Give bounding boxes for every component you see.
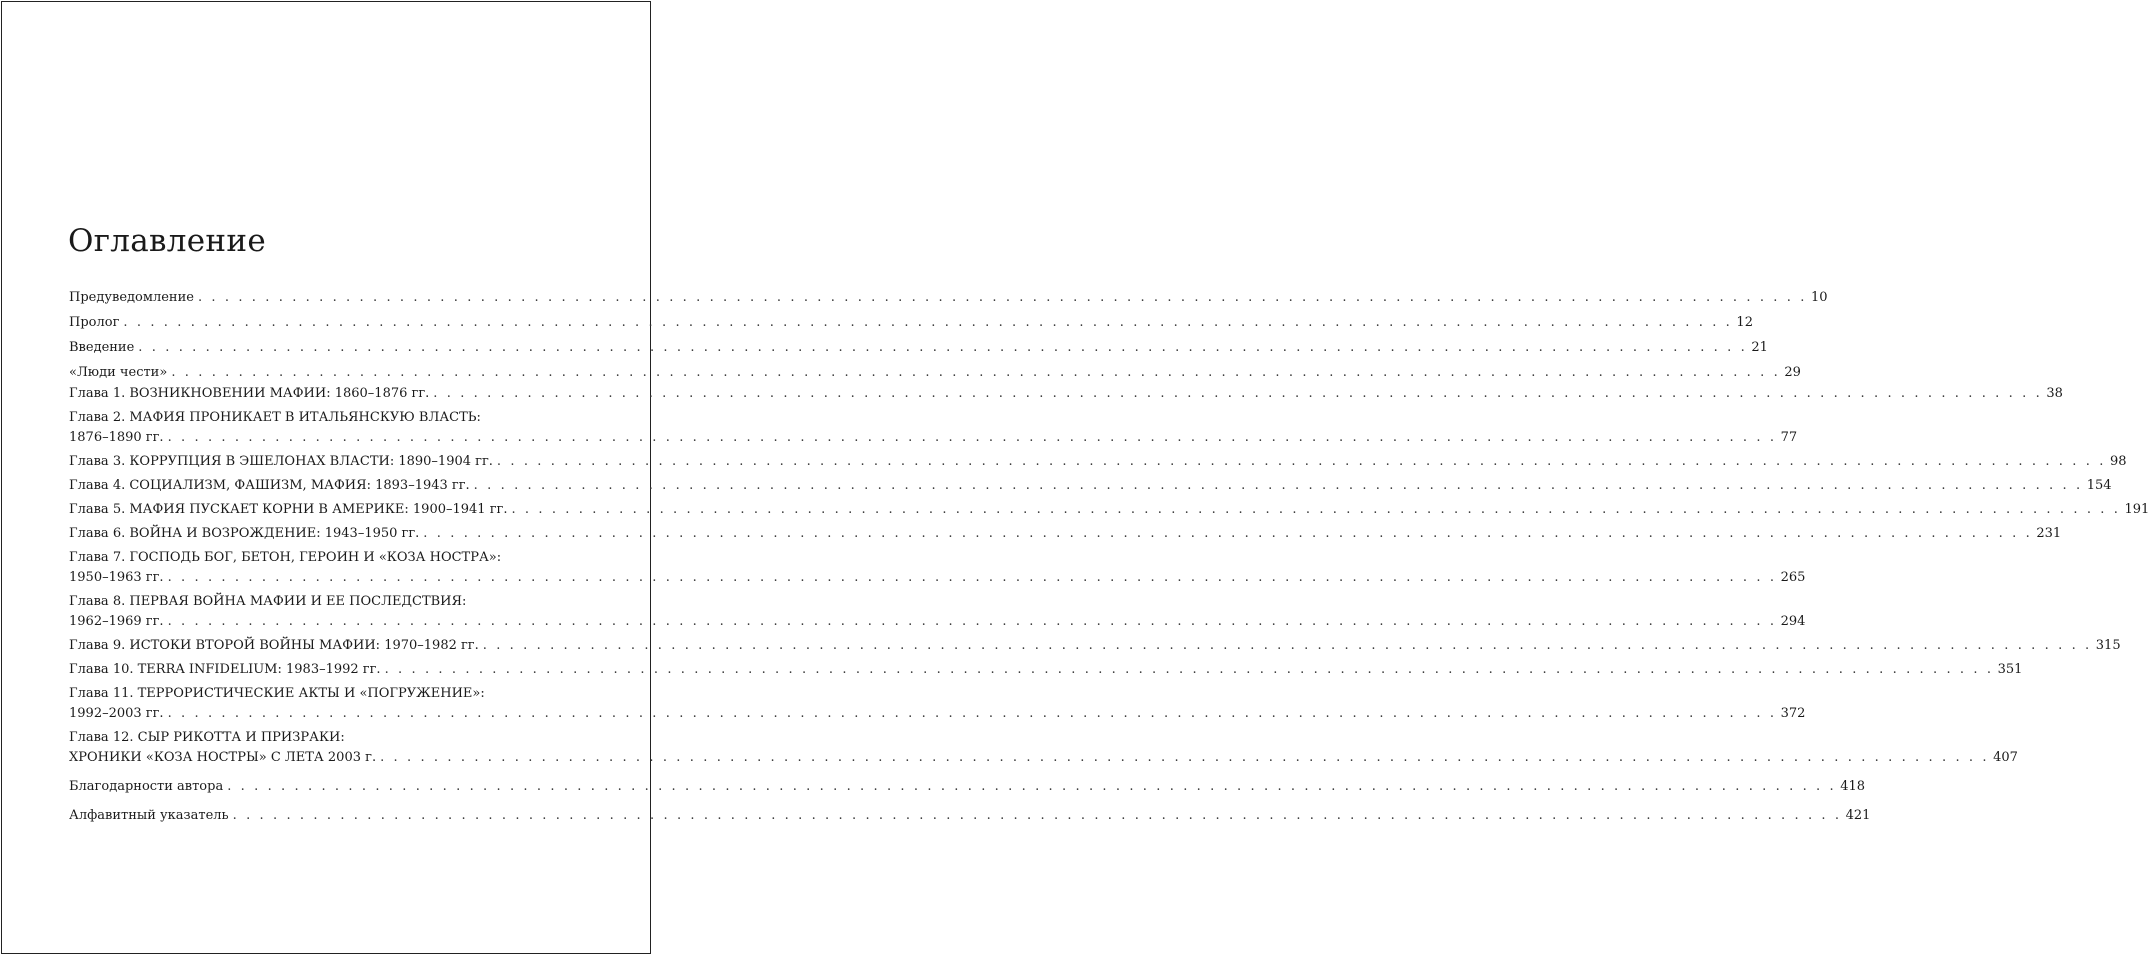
dot-leader: . . . . . . . . . . . . . . . . . . . . . . . . . . . . . . . . . . . . . . . . . . . . . . . . . . . . . . . . . . . . . . . . . . . . . . . . . . . . . . . . . . . . . . . . . . . . . . . . . . . . . . . . . . . . . . . . . . . . . . . . (380, 750, 1990, 765)
dot-leader: . . . . . . . . . . . . . . . . . . . . . . . . . . . . . . . . . . . . . . . . . . . . . . . . . . . . . . . . . . . . . . . . . . . . . . . . . . . . . . . . . . . . . . . . . . . . . . . . . . . . . . . . . . . . . . . . . . . . . . . . (227, 779, 1837, 794)
toc-entry (69, 338, 1768, 358)
toc-entry (69, 363, 1801, 383)
toc-entry-title: Введение (69, 340, 135, 355)
toc-entry-title: Глава 7. ГОСПОДЬ БОГ, БЕТОН, ГЕРОИН И «КОЗА НОСТРА»: (69, 550, 502, 565)
toc-entry-page-number: 315 (2095, 638, 2121, 653)
toc-entry-page-number: 38 (2046, 386, 2063, 401)
toc-entry-page-number: 191 (2124, 502, 2149, 517)
toc-entry-page-number: 407 (1993, 750, 2018, 765)
toc-entry-line (69, 524, 2062, 544)
toc-entry-title: Глава 10. TERRA INFIDELIUM: 1983–1992 гг. (69, 662, 381, 677)
toc-entry-line (69, 777, 1866, 797)
toc-entry-page-number: 154 (2086, 478, 2112, 493)
toc-entry-title: Глава 6. ВОЙНА И ВОЗРОЖДЕНИЕ: 1943–1950 гг. (69, 526, 420, 541)
toc-entry-page-number: 77 (1780, 430, 1798, 445)
toc-entry (69, 313, 1753, 333)
toc-entry-line (69, 748, 2018, 768)
dot-leader: . . . . . . . . . . . . . . . . . . . . . . . . . . . . . . . . . . . . . . . . . . . . . . . . . . . . . . . . . . . . . . . . . . . . . . . . . . . . . . . . . . . . . . . . . . . . . . . . . . . . . . . . . . . . . . . . . . . . . . . . (171, 365, 1781, 380)
toc-entry-title: 1962–1969 гг. (69, 614, 164, 629)
toc-entry (69, 476, 2112, 496)
toc-entry (69, 806, 1871, 826)
toc-entry-page-number: 21 (1751, 340, 1768, 355)
toc-entry-line (69, 728, 559, 748)
toc-entry (69, 288, 1828, 308)
toc-entry-page-number: 418 (1840, 779, 1866, 794)
toc-entry-page-number: 12 (1736, 315, 1753, 330)
toc-entry-line (69, 806, 1871, 826)
toc-entry-line (69, 384, 2063, 404)
toc-entry-line (69, 408, 559, 428)
toc-entry-title: Глава 12. СЫР РИКОТТА И ПРИЗРАКИ: (69, 730, 345, 745)
toc-entry-line (69, 476, 2112, 496)
dot-leader: . . . . . . . . . . . . . . . . . . . . . . . . . . . . . . . . . . . . . . . . . . . . . . . . . . . . . . . . . . . . . . . . . . . . . . . . . . . . . . . . . . . . . . . . . . . . . . . . . . . . . . . . . . . . . . . . . . . . . . . . (123, 315, 1733, 330)
toc-entry-line (69, 338, 1768, 358)
table-of-contents (69, 288, 2149, 826)
toc-entry-title: Глава 3. КОРРУПЦИЯ В ЭШЕЛОНАХ ВЛАСТИ: 1890–1904 гг. (69, 454, 493, 469)
toc-entry-title: Глава 1. ВОЗНИКНОВЕНИИ МАФИИ: 1860–1876 гг. (69, 386, 430, 401)
dot-leader: . . . . . . . . . . . . . . . . . . . . . . . . . . . . . . . . . . . . . . . . . . . . . . . . . . . . . . . . . . . . . . . . . . . . . . . . . . . . . . . . . . . . . . . . . . . . . . . . . . . . . . . . . . . . . . . . . . . . . . . . (384, 662, 1994, 677)
toc-entry (69, 500, 2149, 520)
toc-entry (69, 684, 1806, 724)
toc-entry-title: Глава 9. ИСТОКИ ВТОРОЙ ВОЙНЫ МАФИИ: 1970–1982 гг. (69, 638, 479, 653)
toc-entry-line (69, 704, 1806, 724)
toc-entry-title: Благодарности автора (69, 779, 224, 794)
toc-entry-title: Глава 11. ТЕРРОРИСТИЧЕСКИЕ АКТЫ И «ПОГРУЖЕНИЕ»: (69, 686, 485, 701)
dot-leader: . . . . . . . . . . . . . . . . . . . . . . . . . . . . . . . . . . . . . . . . . . . . . . . . . . . . . . . . . . . . . . . . . . . . . . . . . . . . . . . . . . . . . . . . . . . . . . . . . . . . . . . . . . . . . . . . . . . . . . . . (167, 570, 1777, 585)
toc-entry (69, 728, 2018, 768)
toc-entry (69, 384, 2063, 404)
dot-leader: . . . . . . . . . . . . . . . . . . . . . . . . . . . . . . . . . . . . . . . . . . . . . . . . . . . . . . . . . . . . . . . . . . . . . . . . . . . . . . . . . . . . . . . . . . . . . . . . . . . . . . . . . . . . . . . . . . . . . . . . (167, 614, 1777, 629)
page-title: Оглавление (68, 222, 266, 259)
toc-entry (69, 592, 1806, 632)
toc-entry-line (69, 363, 1801, 383)
dot-leader: . . . . . . . . . . . . . . . . . . . . . . . . . . . . . . . . . . . . . . . . . . . . . . . . . . . . . . . . . . . . . . . . . . . . . . . . . . . . . . . . . . . . . . . . . . . . . . . . . . . . . . . . . . . . . . . . . . . . . . . . (138, 340, 1748, 355)
dot-leader: . . . . . . . . . . . . . . . . . . . . . . . . . . . . . . . . . . . . . . . . . . . . . . . . . . . . . . . . . . . . . . . . . . . . . . . . . . . . . . . . . . . . . . . . . . . . . . . . . . . . . . . . . . . . . . . . . . . . . . . . (232, 808, 1842, 823)
toc-entry-title: Предуведомление (69, 290, 194, 305)
toc-entry-line (69, 568, 1806, 588)
toc-entry-title: Глава 2. МАФИЯ ПРОНИКАЕТ В ИТАЛЬЯНСКУЮ ВЛАСТЬ: (69, 410, 481, 425)
toc-entry-title: «Люди чести» (69, 365, 168, 380)
toc-entry-page-number: 29 (1784, 365, 1801, 380)
toc-entry-title: Глава 4. СОЦИАЛИЗМ, ФАШИЗМ, МАФИЯ: 1893–1943 гг. (69, 478, 470, 493)
toc-entry-line (69, 428, 1798, 448)
dot-leader: . . . . . . . . . . . . . . . . . . . . . . . . . . . . . . . . . . . . . . . . . . . . . . . . . . . . . . . . . . . . . . . . . . . . . . . . . . . . . . . . . . . . . . . . . . . . . . . . . . . . . . . . . . . . . . . . . . . . . . . . (197, 290, 1807, 305)
toc-entry-line (69, 612, 1806, 632)
toc-entry (69, 777, 1866, 797)
toc-entry-line (69, 684, 559, 704)
toc-entry-line (69, 548, 559, 568)
toc-entry (69, 636, 2121, 656)
dot-leader: . . . . . . . . . . . . . . . . . . . . . . . . . . . . . . . . . . . . . . . . . . . . . . . . . . . . . . . . . . . . . . . . . . . . . . . . . . . . . . . . . . . . . . . . . . . . . . . . . . . . . . . . . . . . . . . . . . . . . . . . (473, 478, 2083, 493)
toc-entry-line (69, 452, 2127, 472)
toc-entry-page-number: 294 (1780, 614, 1806, 629)
toc-entry (69, 408, 1798, 448)
toc-entry (69, 660, 2023, 680)
toc-entry-page-number: 98 (2109, 454, 2127, 469)
toc-entry-page-number: 372 (1780, 706, 1806, 721)
dot-leader: . . . . . . . . . . . . . . . . . . . . . . . . . . . . . . . . . . . . . . . . . . . . . . . . . . . . . . . . . . . . . . . . . . . . . . . . . . . . . . . . . . . . . . . . . . . . . . . . . . . . . . . . . . . . . . . . . . . . . . . . (167, 430, 1777, 445)
dot-leader: . . . . . . . . . . . . . . . . . . . . . . . . . . . . . . . . . . . . . . . . . . . . . . . . . . . . . . . . . . . . . . . . . . . . . . . . . . . . . . . . . . . . . . . . . . . . . . . . . . . . . . . . . . . . . . . . . . . . . . . . (433, 386, 2043, 401)
toc-entry-page-number: 421 (1845, 808, 1871, 823)
toc-entry (69, 452, 2127, 472)
toc-entry-line (69, 500, 2149, 520)
toc-entry-title: 1876–1890 гг. (69, 430, 164, 445)
dot-leader: . . . . . . . . . . . . . . . . . . . . . . . . . . . . . . . . . . . . . . . . . . . . . . . . . . . . . . . . . . . . . . . . . . . . . . . . . . . . . . . . . . . . . . . . . . . . . . . . . . . . . . . . . . . . . . . . . . . . . . . . (511, 502, 2121, 517)
toc-entry-line (69, 288, 1828, 308)
toc-entry-line (69, 592, 559, 612)
toc-entry-line (69, 660, 2023, 680)
dot-leader: . . . . . . . . . . . . . . . . . . . . . . . . . . . . . . . . . . . . . . . . . . . . . . . . . . . . . . . . . . . . . . . . . . . . . . . . . . . . . . . . . . . . . . . . . . . . . . . . . . . . . . . . . . . . . . . . . . . . . . . . (423, 526, 2033, 541)
toc-entry-title: 1992–2003 гг. (69, 706, 164, 721)
toc-entry-page-number: 265 (1780, 570, 1806, 585)
dot-leader: . . . . . . . . . . . . . . . . . . . . . . . . . . . . . . . . . . . . . . . . . . . . . . . . . . . . . . . . . . . . . . . . . . . . . . . . . . . . . . . . . . . . . . . . . . . . . . . . . . . . . . . . . . . . . . . . . . . . . . . . (482, 638, 2092, 653)
toc-entry-title: Алфавитный указатель (69, 808, 229, 823)
toc-entry-page-number: 351 (1997, 662, 2023, 677)
toc-entry-title: Глава 8. ПЕРВАЯ ВОЙНА МАФИИ И ЕЕ ПОСЛЕДСТВИЯ: (69, 594, 467, 609)
dot-leader: . . . . . . . . . . . . . . . . . . . . . . . . . . . . . . . . . . . . . . . . . . . . . . . . . . . . . . . . . . . . . . . . . . . . . . . . . . . . . . . . . . . . . . . . . . . . . . . . . . . . . . . . . . . . . . . . . . . . . . . . (167, 706, 1777, 721)
toc-entry-page-number: 231 (2036, 526, 2062, 541)
toc-entry-title: Пролог (69, 315, 120, 330)
toc-entry-line (69, 636, 2121, 656)
toc-entry (69, 524, 2062, 544)
toc-entry (69, 548, 1806, 588)
toc-entry-title: ХРОНИКИ «КОЗА НОСТРЫ» С ЛЕТА 2003 г. (69, 750, 377, 765)
book-page (1, 1, 2149, 954)
toc-entry-title: Глава 5. МАФИЯ ПУСКАЕТ КОРНИ В АМЕРИКЕ: 1900–1941 гг. (69, 502, 508, 517)
toc-entry-title: 1950–1963 гг. (69, 570, 164, 585)
toc-entry-page-number: 10 (1810, 290, 1828, 305)
toc-entry-line (69, 313, 1753, 333)
dot-leader: . . . . . . . . . . . . . . . . . . . . . . . . . . . . . . . . . . . . . . . . . . . . . . . . . . . . . . . . . . . . . . . . . . . . . . . . . . . . . . . . . . . . . . . . . . . . . . . . . . . . . . . . . . . . . . . . . . . . . . . . (496, 454, 2106, 469)
